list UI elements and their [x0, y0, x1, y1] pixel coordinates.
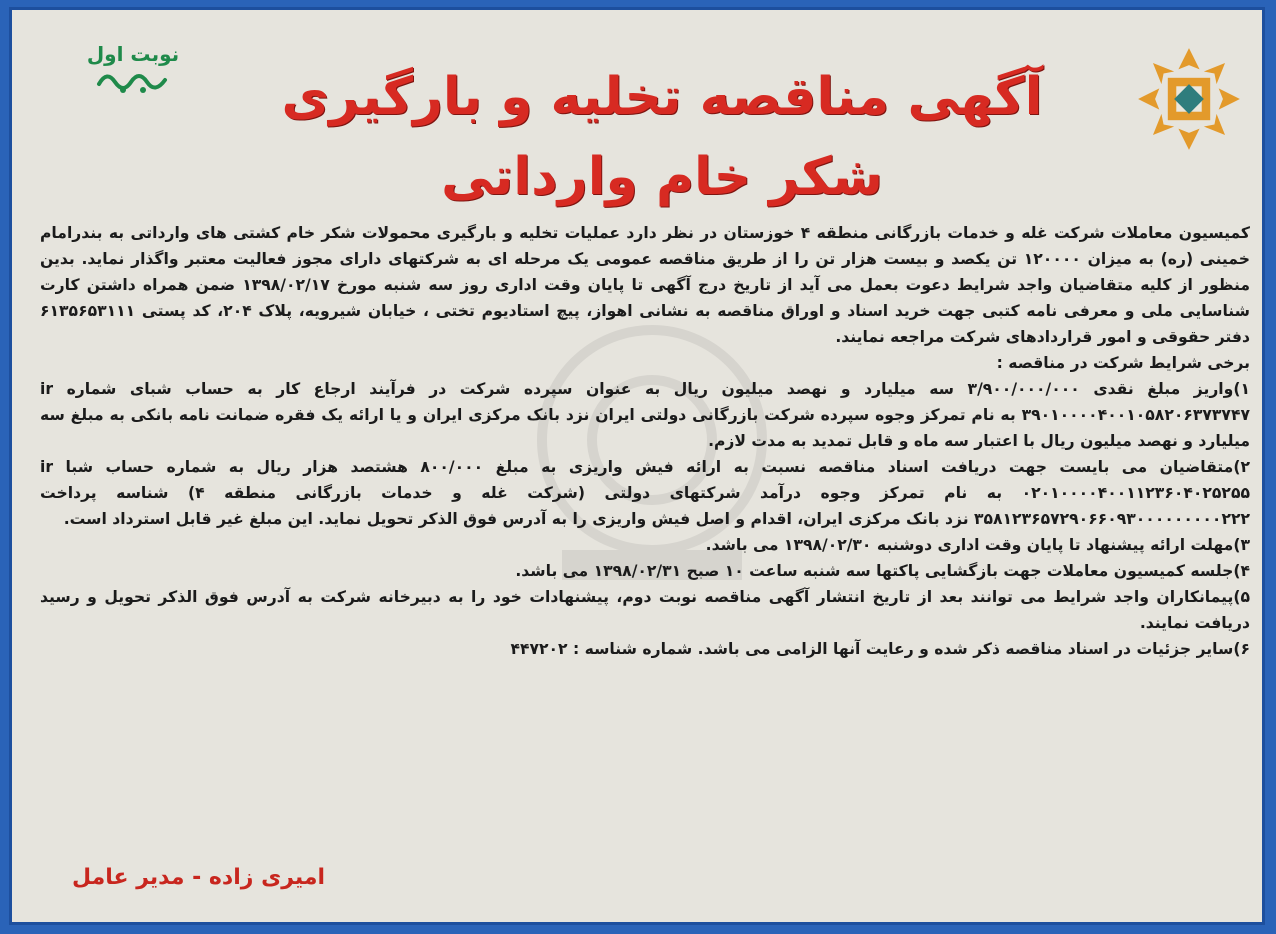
notice-frame: [9, 7, 1265, 925]
condition-3: ۳)مهلت ارائه پیشنهاد تا پایان وقت اداری دوشنبه ۱۳۹۸/۰۲/۳۰ می باشد.: [705, 536, 1250, 554]
condition-6: ۶)سایر جزئیات در اسناد مناقصه ذکر شده و رعایت آنها الزامی می باشد. شماره شناسه : ۴۴۷۲۰۲: [510, 640, 1250, 658]
signature: امیری زاده - مدیر عامل: [72, 865, 326, 890]
conditions-heading: برخی شرایط شرکت در مناقصه :: [996, 354, 1250, 372]
condition-4: ۴)جلسه کمیسیون معاملات جهت بازگشایی پاکتها سه شنبه ساعت ۱۰ صبح ۱۳۹۸/۰۲/۳۱ می باشد.: [515, 562, 1250, 580]
condition-1: ۱)واریز مبلغ نقدی ۳/۹۰۰/۰۰۰/۰۰۰ سه میلیارد و نهصد میلیون ریال به عنوان سپرده شرکت در فرآیند ارجاع کار به حساب شبای شماره ir ۳۹۰۱۰۰۰۰۴۰۰۱۰۵۸۲۰۶۳۷۳۷۴۷ به نام تمرکز وجوه سپرده شرکت بازرگانی دولتی ایران نزد بانک مرکزی ایران و یا ارائه یک فقره ضمانت نامه بانکی به مبلغ سه میلیارد و نهصد میلیون ریال با اعتبار سه ماه و قابل تمدید به مدت لازم.: [40, 380, 1251, 450]
company-star-logo-icon: [1136, 46, 1242, 152]
round-one-label: نوبت اول: [86, 42, 180, 66]
notice-title-line2: شکر خام وارداتی: [441, 147, 883, 207]
condition-2: ۲)متقاضیان می بایست جهت دریافت اسناد مناقصه نسبت به ارائه فیش واریزی به مبلغ ۸۰۰/۰۰۰ هشتصد هزار ریال به شماره حساب شبا ir ۰۲۰۱۰۰۰۰۴۰۰۱۱۲۳۶۰۴۰۲۵۲۵۵ به نام تمرکز وجوه درآمد شرکتهای دولتی (شرکت غله و خدمات بازرگانی منطقه ۴) شناسه پرداخت ۳۵۸۱۲۳۶۵۷۲۹۰۶۶۰۹۳۰۰۰۰۰۰۰۰۰۲۲۲ نزد بانک مرکزی ایران، اقدام و اصل فیش واریزی را به آدرس فوق الذکر تحویل نماید. این مبلغ غیر قابل استرداد است.: [40, 458, 1250, 528]
notice-title-line1: آگهی مناقصه تخلیه و بارگیری: [281, 67, 1043, 127]
condition-5: ۵)پیمانکاران واجد شرایط می توانند بعد از تاریخ انتشار آگهی مناقصه نوبت دوم، پیشنهادات خود را به دبیرخانه شرکت به آدرس فوق الذکر تحویل و رسید دریافت نمایند.: [40, 588, 1250, 632]
notice-body: [40, 220, 1250, 662]
round-one-badge-icon: [93, 66, 173, 96]
intro-paragraph: کمیسیون معاملات شرکت غله و خدمات بازرگانی منطقه ۴ خوزستان در نظر دارد عملیات تخلیه و بارگیری محمولات شکر خام کشتی های وارداتی به بندرامام خمینی (ره) به میزان ۱۲۰۰۰۰ تن یکصد و بیست هزار تن را از طریق مناقصه عمومی یک مرحله ای به شرکتهای دارای مجوز فعالیت معتبر واگذار نماید. بدین منظور از کلیه متقاضیان واجد شرایط دعوت بعمل می آید از تاریخ درج آگهی تا پایان وقت اداری روز سه شنبه مورخ ۱۳۹۸/۰۲/۱۷ ضمن همراه داشتن کارت شناسایی ملی و معرفی نامه کتبی جهت خرید اسناد و اوراق مناقصه به نشانی اهواز، پیچ استادیوم تختی ، خیابان شیرویه، پلاک ۲۰۴، کد پستی ۶۱۳۵۶۵۳۱۱۱ دفتر حقوقی و امور قراردادهای شرکت مراجعه نمایند.: [40, 224, 1251, 346]
round-one-badge: [68, 42, 198, 112]
